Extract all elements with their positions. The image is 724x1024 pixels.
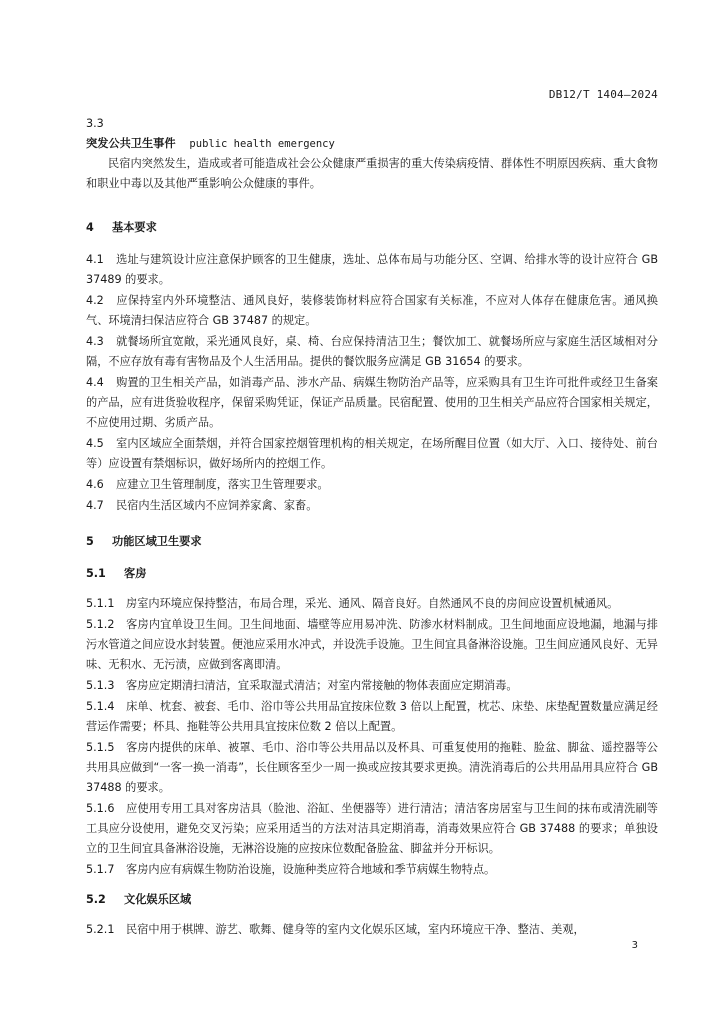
clause-number: 5.1.1 xyxy=(86,597,115,610)
section-number: 5 xyxy=(86,535,94,548)
subsection-number: 5.2 xyxy=(86,893,106,906)
clause-number: 5.1.2 xyxy=(86,618,115,631)
clause-number: 4.7 xyxy=(86,499,104,512)
standard-code: DB12/T 1404—2024 xyxy=(548,88,658,101)
clause-number: 5.2.1 xyxy=(86,923,115,936)
clause-number: 5.1.7 xyxy=(86,863,115,876)
clause xyxy=(86,920,658,940)
section-heading xyxy=(86,532,658,552)
clause-text: 床单、枕套、被套、毛巾、浴巾等公共用品宜按床位数 3 倍以上配置，枕芯、床垫、床垫配置数量应满足经营运作需要；杯具、拖鞋等公共用具宜按床位数 2 倍以上配置。 xyxy=(86,700,658,733)
section-title: 基本要求 xyxy=(112,221,157,234)
clause-text: 客房应定期清扫清洁，宜采取湿式清洁；对室内常接触的物体表面应定期消毒。 xyxy=(126,679,518,692)
clause-text: 应使用专用工具对客房洁具（脸池、浴缸、坐便器等）进行清洁；清洁客房居室与卫生间的抹布或清洗刷等工具应分设使用，避免交叉污染；应采用适当的方法对洁具定期消毒，消毒效果应符合 GB 37488 的要求；单独设立的卫生间宜具备淋浴设施，无淋浴设施的应按床位数配备脸盆、脚盆并分开标识。 xyxy=(86,802,658,855)
section-title: 功能区域卫生要求 xyxy=(112,535,202,548)
clause-number: 4.4 xyxy=(86,376,104,389)
subsection-number: 5.1 xyxy=(86,567,106,580)
clause-text: 房室内环境应保持整洁，布局合理，采光、通风、隔音良好。自然通风不良的房间应设置机械通风。 xyxy=(126,597,619,610)
term-title-cn: 突发公共卫生事件 xyxy=(86,137,176,150)
clause xyxy=(86,434,658,474)
subsection-title: 文化娱乐区域 xyxy=(124,893,192,906)
clause-text: 客房内宜单设卫生间。卫生间地面、墙壁等应用易冲洗、防渗水材料制成。卫生间地面应设地漏，地漏与排污水管道之间应设水封装置。便池应采用水冲式，并设洗手设施。卫生间宜具备淋浴设施。卫生间应通风良好、无异味、无积水、无污渍，应做到客离即清。 xyxy=(86,618,658,671)
clause-number: 5.1.4 xyxy=(86,700,115,713)
section5-2-clauses xyxy=(86,920,658,940)
clause xyxy=(86,496,658,516)
clause xyxy=(86,291,658,331)
page-number: 3 xyxy=(631,940,638,951)
clause xyxy=(86,250,658,290)
term-number: 3.3 xyxy=(86,117,104,130)
clause-text: 购置的卫生相关产品，如消毒产品、涉水产品、病媒生物防治产品等，应采购具有卫生许可批件或经卫生备案的产品，应有进货验收程序，保留采购凭证，保证产品质量。民宿配置、使用的卫生相关产品应符合国家相关规定，不应使用过期、劣质产品。 xyxy=(86,376,658,429)
subsection-heading xyxy=(86,890,658,910)
clause xyxy=(86,332,658,372)
section-heading xyxy=(86,218,658,238)
term-title xyxy=(86,134,658,154)
clause xyxy=(86,799,658,859)
clause xyxy=(86,697,658,737)
section4-clauses xyxy=(86,250,658,516)
clause-text: 客房内应有病媒生物防治设施，设施种类应符合地域和季节病媒生物特点。 xyxy=(126,863,496,876)
clause-text: 应建立卫生管理制度，落实卫生管理要求。 xyxy=(116,478,329,491)
term-definition: 民宿内突然发生，造成或者可能造成社会公众健康严重损害的重大传染病疫情、群体性不明原因疾病、重大食物和职业中毒以及其他严重影响公众健康的事件。 xyxy=(86,157,658,190)
section5-1-clauses xyxy=(86,594,658,880)
clause xyxy=(86,615,658,675)
clause-number: 4.1 xyxy=(86,253,104,266)
clause-text: 室内区域应全面禁烟，并符合国家控烟管理机构的相关规定，在场所醒目位置（如大厅、入口、接待处、前台等）应设置有禁烟标识，做好场所内的控烟工作。 xyxy=(86,437,658,470)
section-number: 4 xyxy=(86,221,94,234)
clause-number: 4.6 xyxy=(86,478,104,491)
page-content xyxy=(86,108,658,941)
clause xyxy=(86,373,658,433)
clause xyxy=(86,676,658,696)
clause xyxy=(86,860,658,880)
clause xyxy=(86,475,658,495)
clause-number: 4.5 xyxy=(86,437,104,450)
clause-number: 4.2 xyxy=(86,294,104,307)
subsection-heading xyxy=(86,564,658,584)
subsection-title: 客房 xyxy=(124,567,147,580)
clause-text: 客房内提供的床单、被罩、毛巾、浴巾等公共用品以及杯具、可重复使用的拖鞋、脸盆、脚盆、遥控器等公共用具应做到“一客一换一消毒”，长住顾客至少一周一换或应按其要求更换。清洗消毒后的公共用品用具应符合 GB 37488 的要求。 xyxy=(86,741,658,794)
clause xyxy=(86,594,658,614)
clause-text: 就餐场所宜宽敞，采光通风良好，桌、椅、台应保持清洁卫生；餐饮加工、就餐场所应与家庭生活区域相对分隔，不应存放有毒有害物品及个人生活用品。提供的餐饮服务应满足 GB 31654 的要求。 xyxy=(86,335,658,368)
clause-number: 5.1.6 xyxy=(86,802,115,815)
term-title-en: public health emergency xyxy=(189,138,335,150)
clause-text: 选址与建筑设计应注意保护顾客的卫生健康，选址、总体布局与功能分区、空调、给排水等的设计应符合 GB 37489 的要求。 xyxy=(86,253,658,286)
clause-number: 4.3 xyxy=(86,335,104,348)
clause-number: 5.1.5 xyxy=(86,741,115,754)
clause xyxy=(86,738,658,798)
clause-text: 应保持室内外环境整洁、通风良好，装修装饰材料应符合国家有关标准，不应对人体存在健康危害。通风换气、环境清扫保洁应符合 GB 37487 的规定。 xyxy=(86,294,658,327)
clause-text: 民宿中用于棋牌、游艺、歌舞、健身等的室内文化娱乐区域，室内环境应干净、整洁、美观， xyxy=(126,923,585,936)
clause-text: 民宿内生活区域内不应饲养家禽、家畜。 xyxy=(116,499,318,512)
clause-number: 5.1.3 xyxy=(86,679,115,692)
